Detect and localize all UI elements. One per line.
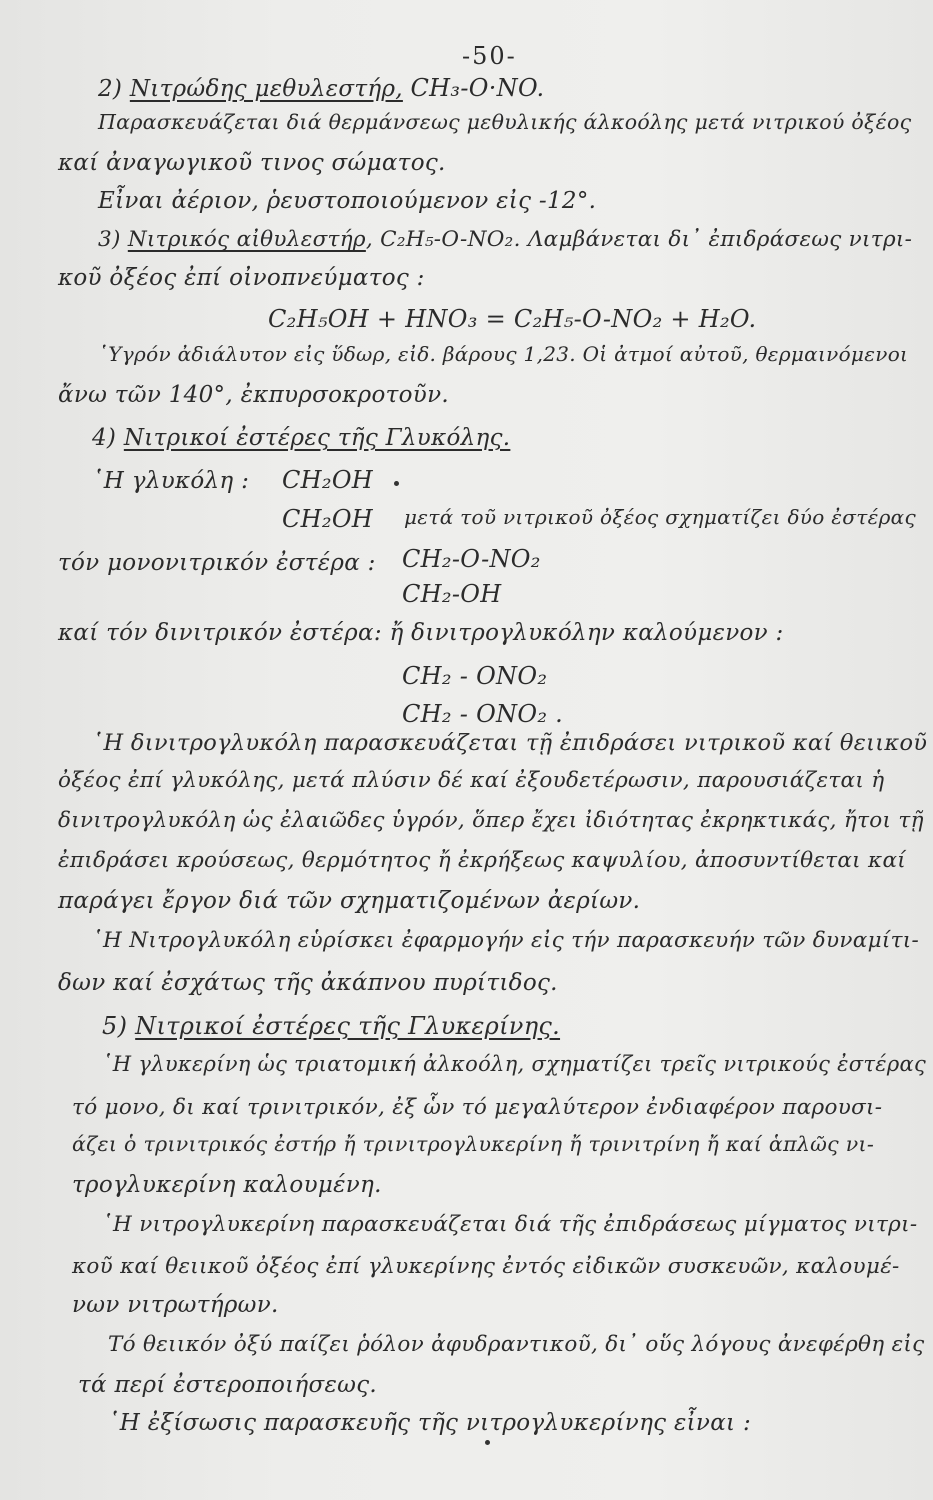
chemical-formula: CH₂-O-NO₂: [402, 545, 541, 573]
chemical-formula: CH₂OH: [282, 466, 374, 494]
text-line: Τό θειικόν ὀξύ παίζει ῥόλον ἀφυδραντικοῦ, δι᾽ οὕς λόγους ἀνεφέρθη εἰς: [108, 1332, 925, 1357]
text-line: τρογλυκερίνη καλουμένη.: [72, 1172, 382, 1198]
text-line: κοῦ καί θειικοῦ ὀξέος ἐπί γλυκερίνης ἐντός εἰδικῶν συσκευῶν, καλουμέ-: [72, 1254, 900, 1279]
section-title: Νιτρώδης μεθυλεστήρ,: [129, 76, 403, 102]
text-line: καί ἀναγωγικοῦ τινος σώματος.: [58, 150, 446, 176]
text-line: ῾Η ἐξίσωσις παρασκευῆς τῆς νιτρογλυκερίνης εἶναι :: [108, 1410, 752, 1436]
text-line: τόν μονονιτρικόν ἐστέρα :: [58, 550, 376, 576]
text-line: ῾Η Νιτρογλυκόλη εὑρίσκει ἐφαρμογήν εἰς τήν παρασκευήν τῶν δυναμίτι-: [92, 928, 920, 953]
section-number: 2): [98, 76, 123, 102]
text-line: ῾Η γλυκερίνη ὡς τριατομική ἀλκοόλη, σχηματίζει τρεῖς νιτρικούς ἐστέρας: [102, 1052, 927, 1076]
chemical-equation: C₂H₅OH + HNO₃ = C₂H₅-O-NO₂ + H₂O.: [268, 305, 757, 333]
text-line: κοῦ ὀξέος ἐπί οἰνοπνεύματος :: [58, 265, 425, 291]
section-4-heading: [92, 425, 510, 451]
section-number: 5): [102, 1012, 128, 1040]
text-line: παράγει ἔργον διά τῶν σχηματιζομένων ἀερίων.: [58, 888, 641, 914]
section-number: 4): [92, 425, 117, 451]
ink-dot: [394, 481, 399, 486]
text-line: ἄνω τῶν 140°, ἐκπυρσοκροτοῦν.: [58, 382, 449, 408]
section-3-heading: [98, 227, 912, 252]
text-line: Παρασκευάζεται διά θερμάνσεως μεθυλικής άλκοόλης μετά νιτρικού ὀξέος: [98, 110, 912, 134]
text-line: ὀξέος ἐπί γλυκόλης, μετά πλύσιν δέ καί ἐξουδετέρωσιν, παρουσιάζεται ἡ: [58, 768, 885, 793]
text-line: νων νιτρωτήρων.: [72, 1292, 279, 1318]
text-line: Εἶναι ἀέριον, ῥευστοποιούμενον εἰς -12°.: [98, 188, 597, 214]
chemical-formula: CH₃-O·NO.: [410, 74, 545, 102]
text-line: καί τόν δινιτρικόν ἐστέρα: ἤ δινιτρογλυκόλην καλούμενον :: [58, 620, 784, 646]
heading-continuation: , C₂H₅-O-NO₂. Λαμβάνεται δι᾽ ἐπιδράσεως νιτρι-: [365, 227, 913, 252]
text-line: τό μονο, δι καί τρινιτρικόν, ἐξ ὧν τό μεγαλύτερον ἐνδιαφέρον παρουσι-: [72, 1095, 883, 1120]
section-5-heading: [102, 1012, 560, 1040]
section-number: 3): [98, 227, 121, 252]
section-title: Νιτρικοί ἐστέρες τῆς Γλυκόλης.: [123, 425, 511, 451]
section-2-heading: [98, 74, 544, 102]
chemical-formula: CH₂ - ONO₂ .: [402, 700, 564, 728]
chemical-formula: CH₂ - ONO₂: [402, 662, 548, 690]
chemical-formula: CH₂-OH: [402, 580, 502, 608]
section-title: Νιτρικός αἰθυλεστήρ: [127, 227, 366, 252]
ink-dot: [485, 1440, 490, 1445]
text-line: ῾Η νιτρογλυκερίνη παρασκευάζεται διά τῆς ἐπιδράσεως μίγματος νιτρι-: [102, 1212, 918, 1237]
page-number: -50-: [462, 42, 517, 70]
text-line: ἐπιδράσει κρούσεως, θερμότητος ἤ ἐκρήξεως καψυλίου, ἀποσυντίθεται καί: [58, 848, 906, 873]
chemical-formula: CH₂OH: [282, 505, 374, 533]
text-line: τά περί ἐστεροποιήσεως.: [78, 1372, 378, 1398]
text-line: μετά τοῦ νιτρικοῦ ὀξέος σχηματίζει δύο ἐστέρας: [404, 505, 916, 529]
text-line: ῾Υγρόν ἀδιάλυτον εἰς ὕδωρ, εἰδ. βάρους 1,23. Οἱ ἀτμοί αὐτοῦ, θερμαινόμενοι: [98, 342, 909, 366]
text-line: ῾Η δινιτρογλυκόλη παρασκευάζεται τῇ ἐπιδράσει νιτρικοῦ καί θειικοῦ: [92, 730, 928, 756]
section-title: Νιτρικοί ἐστέρες τῆς Γλυκερίνης.: [135, 1012, 561, 1040]
text-line: ῾Η γλυκόλη :: [92, 468, 250, 494]
text-line: δινιτρογλυκόλη ὡς ἐλαιῶδες ὑγρόν, ὅπερ ἔχει ἰδιότητας ἐκρηκτικάς, ἤτοι τῇ: [58, 808, 924, 833]
text-line: δων καί ἐσχάτως τῆς ἀκάπνου πυρίτιδος.: [58, 970, 558, 996]
text-line: άζει ὁ τρινιτρικός ἐστήρ ἤ τρινιτρογλυκερίνη ἤ τρινιτρίνη ἤ καί ἁπλῶς νι-: [72, 1132, 875, 1156]
